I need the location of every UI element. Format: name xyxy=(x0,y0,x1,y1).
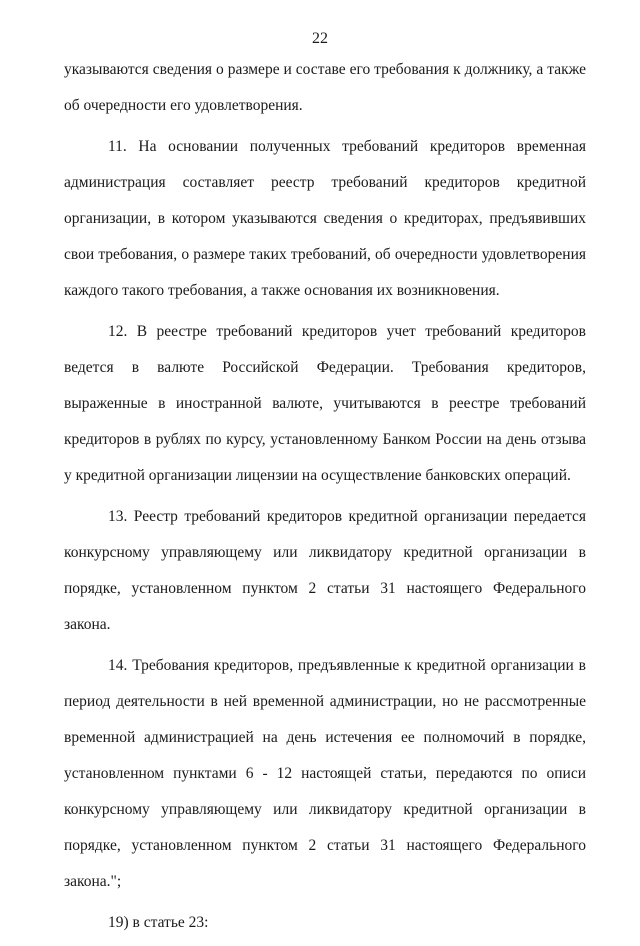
paragraph-item-11: 11. На основании полученных требований кредиторов временная администрация составляет реестр требований кредиторов кредитной организации, в котором указываются сведения о кредиторах, предъявивших свои требования, о размере таких требований, об очередности удовлетворения каждого такого требования, а также основания их возникновения. xyxy=(64,138,586,299)
paragraph-item-13: 13. Реестр требований кредиторов кредитной организации передается конкурсному управляющему или ликвидатору кредитной организации в порядке, установленном пунктом 2 статьи 31 настоящего Федерального закона. xyxy=(64,508,586,633)
paragraph-item-14: 14. Требования кредиторов, предъявленные к кредитной организации в период деятельности в ней временной администрации, но не рассмотренные временной администрацией на день истечения ее полномочий в порядке, установленном пунктами 6 - 12 настоящей статьи, передаются по описи конкурсному управляющему или ликвидатору кредитной организации в порядке, установленном пунктом 2 статьи 31 настоящего Федерального закона."; xyxy=(64,657,586,890)
document-body xyxy=(64,52,586,946)
paragraph-continuation: указываются сведения о размере и составе его требования к должнику, а также об очередности его удовлетворения. xyxy=(64,61,586,114)
page-number: 22 xyxy=(312,30,328,47)
paragraph-item-12: 12. В реестре требований кредиторов учет требований кредиторов ведется в валюте Российской Федерации. Требования кредиторов, выраженные в иностранной валюте, учитываются в реестре требований кредиторов в рублях по курсу, установленному Банком России на день отзыва у кредитной организации лицензии на осуществление банковских операций. xyxy=(64,323,586,484)
paragraph-item-19: 19) в статье 23: xyxy=(108,914,209,931)
